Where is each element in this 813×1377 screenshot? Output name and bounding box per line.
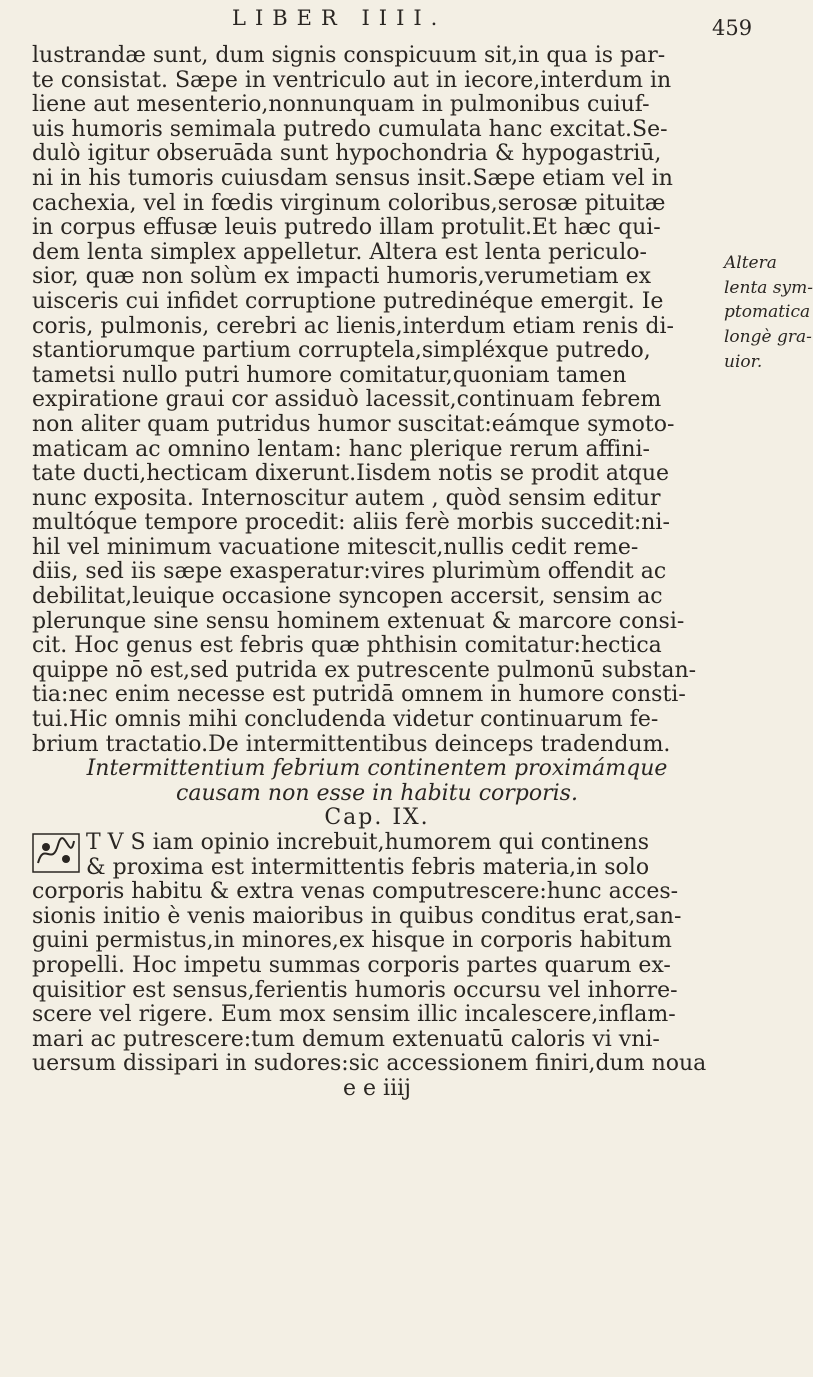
text-line: tate ducti,hecticam dixerunt.Iisdem notis se prodit atque bbox=[32, 461, 670, 487]
text-line: lustrandæ sunt, dum signis conspicuum sit,in qua is par- bbox=[32, 43, 666, 68]
text-line: plerunque sine sensu hominem extenuat & marcore consi- bbox=[32, 608, 685, 634]
text-line: dulò igitur obseruāda sunt hypochondria & hypogastriū, bbox=[32, 141, 662, 167]
text-line: uersum dissipari in sudores:sic accessionem finiri,dum noua bbox=[32, 1051, 707, 1077]
text-line: uisceris cui infidet corruptione putredinéque emergit. Ie bbox=[32, 288, 664, 314]
text-line: cachexia, vel in fœdis virginum coloribus,serosæ pituitæ bbox=[32, 190, 666, 216]
paragraph-body bbox=[32, 880, 722, 1077]
page-header bbox=[0, 4, 800, 38]
margin-note: uior. bbox=[724, 352, 763, 372]
text-line: expiratione graui cor assiduò lacessit,continuam febrem bbox=[32, 387, 662, 413]
margin-note: longè gra- bbox=[724, 327, 812, 347]
text-line: quippe nō est,sed putrida ex putrescente pulmonū substan- bbox=[32, 657, 697, 683]
text-line: propelli. Hoc impetu summas corporis partes quarum ex- bbox=[32, 952, 671, 978]
text-line: brium tractatio.De intermittentibus deinceps tradendum. bbox=[32, 731, 671, 757]
text-line: liene aut mesenterio,nonnunquam in pulmonibus cuiuf- bbox=[32, 92, 650, 118]
text-line: ni in his tumoris cuiusdam sensus insit.Sæpe etiam vel in bbox=[32, 165, 673, 191]
text-line: guini permistus,in minores,ex hisque in corporis habitum bbox=[32, 928, 672, 954]
running-title: LIBER IIII. bbox=[232, 6, 447, 30]
text-line: tametsi nullo putri humore comitatur,quoniam tamen bbox=[32, 362, 627, 388]
text-line: T V S iam opinio increbuit,humorem qui continens bbox=[86, 830, 649, 855]
text-line: cit. Hoc genus est febris quæ phthisin comitatur:hectica bbox=[32, 633, 662, 659]
margin-note: ptomatica bbox=[724, 302, 811, 322]
text-line: non aliter quam putridus humor suscitat:eámque symoto- bbox=[32, 411, 675, 437]
page-number: 459 bbox=[712, 16, 753, 40]
text-line: stantiorumque partium corruptela,simpléxque putredo, bbox=[32, 338, 651, 364]
text-line: nunc exposita. Internoscitur autem , quòd sensim editur bbox=[32, 485, 661, 511]
text-line: sionis initio è venis maioribus in quibus conditus erat,san- bbox=[32, 903, 682, 929]
text-line: tia:nec enim necesse est putridā omnem in humore consti- bbox=[32, 682, 686, 708]
text-line: multóque tempore procedit: aliis ferè morbis succedit:ni- bbox=[32, 510, 670, 536]
text-line: coris, pulmonis, cerebri ac lienis,interdum etiam renis di- bbox=[32, 313, 674, 339]
margin-note: lenta sym- bbox=[724, 278, 813, 298]
text-line: & proxima est intermittentis febris materia,in solo bbox=[86, 854, 650, 880]
signature-mark: e e iiij bbox=[343, 1075, 411, 1101]
paragraph-continued bbox=[32, 44, 722, 757]
text-line: in corpus effusæ leuis putredo illam protulit.Et hæc qui- bbox=[32, 215, 661, 241]
text-line: sior, quæ non solùm ex impacti humoris,verumetiam ex bbox=[32, 264, 652, 290]
chapter-heading-line: causam non esse in habitu corporis. bbox=[176, 780, 578, 806]
text-line: mari ac putrescere:tum demum extenuatū caloris vi vni- bbox=[32, 1026, 660, 1052]
text-line: uis humoris semimala putredo cumulata hanc excitat.Se- bbox=[32, 116, 668, 142]
main-text bbox=[32, 44, 722, 1102]
margin-note: Altera bbox=[724, 253, 777, 273]
text-line: tui.Hic omnis mihi concludenda videtur continuarum fe- bbox=[32, 707, 659, 733]
text-line: corporis habitu & extra venas computrescere:hunc acces- bbox=[32, 879, 679, 905]
text-line: quisitior est sensus,ferientis humoris occursu vel inhorre- bbox=[32, 977, 678, 1003]
text-line: debilitat,leuique occasione syncopen accersit, sensim ac bbox=[32, 584, 663, 610]
text-line: diis, sed iis sæpe exasperatur:vires plurimùm offendit ac bbox=[32, 559, 667, 585]
text-line: scere vel rigere. Eum mox sensim illic incalescere,inflam- bbox=[32, 1002, 676, 1028]
text-line: hil vel minimum vacuatione mitescit,nullis cedit reme- bbox=[32, 534, 639, 560]
text-line: te consistat. Sæpe in ventriculo aut in iecore,interdum in bbox=[32, 67, 672, 93]
chapter-heading-line: Intermittentium febrium continentem proximámque bbox=[86, 756, 668, 782]
chapter-label: Cap. IX. bbox=[324, 805, 430, 831]
text-line: maticam ac omnino lentam: hanc plerique rerum affini- bbox=[32, 436, 650, 462]
ornamental-initial-icon bbox=[32, 833, 80, 873]
chapter-opening bbox=[32, 831, 722, 880]
text-line: dem lenta simplex appelletur. Altera est lenta periculo- bbox=[32, 239, 647, 265]
